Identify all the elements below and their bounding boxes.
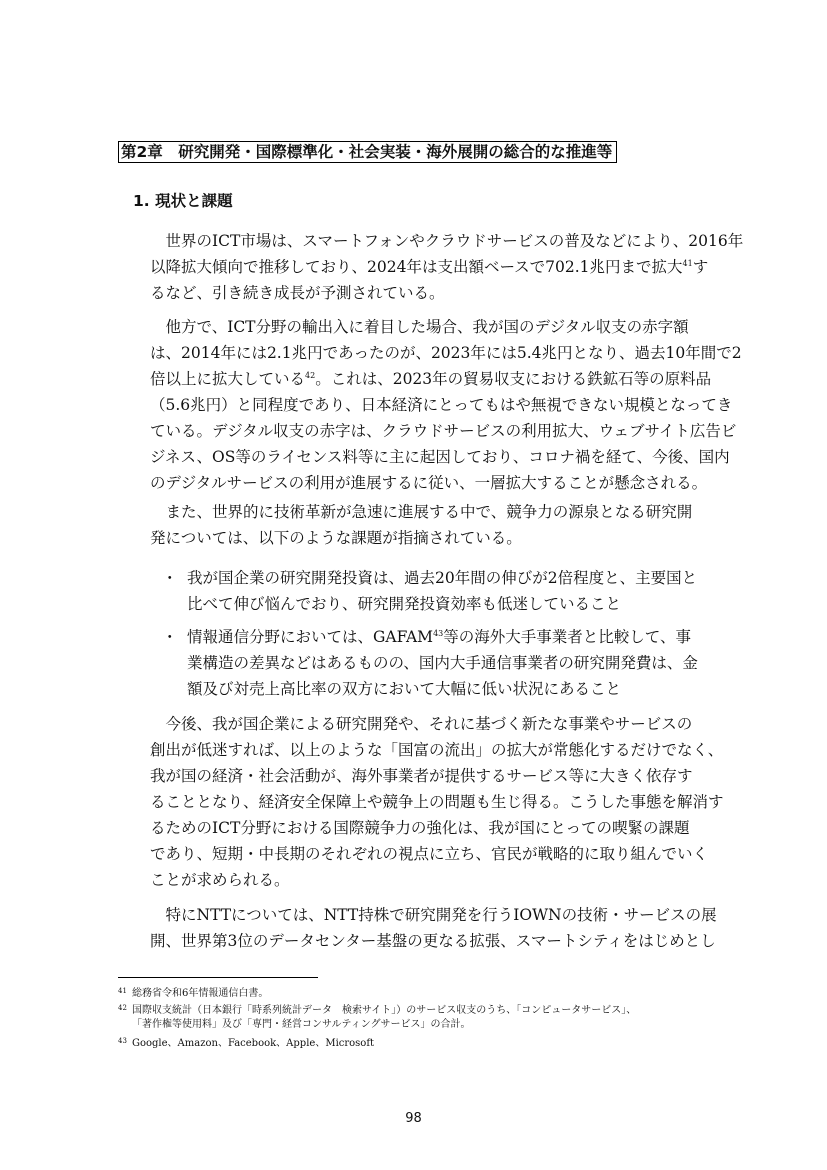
footnote-divider [118, 977, 318, 978]
footnote-ref: 42 [305, 371, 316, 380]
paragraph-line: （5.6兆円）と同程度であり、日本経済にとってもはや無視できない規模となってき [150, 396, 733, 414]
paragraph-line: ジネス、OS等のライセンス料等に主に起因しており、コロナ禍を経て、今後、国内 [150, 448, 730, 466]
paragraph-3 [150, 499, 718, 551]
paragraph-line: 創出が低迷すれば、以上のような「国富の流出」の拡大が常態化するだけでなく、 [150, 741, 724, 759]
paragraph-line: ている。デジタル収支の赤字は、クラウドサービスの利用拡大、ウェブサイト広告ビ [150, 422, 737, 440]
footnote-ref: 41 [682, 259, 693, 268]
paragraph-line: また、世界的に技術革新が急速に進展する中で、競争力の源泉となる研究開 [150, 503, 693, 521]
bullet-mark: ・ [162, 569, 178, 587]
footnote: 43 Google、Amazon、Facebook、Apple、Microsoft [118, 1034, 374, 1051]
paragraph-line: のデジタルサービスの利用が進展するに従い、一層拡大することが懸念される。 [150, 474, 708, 492]
section-heading: 1. 現状と課題 [133, 192, 233, 210]
footnote: 42 国際収支統計（日本銀行「時系列統計データ 検索サイト」）のサービス収支のうち、「コンピュータサービス」、 [118, 1001, 636, 1018]
footnote-number: 43 [118, 1037, 127, 1045]
paragraph-line: 他方で、ICT分野の輸出入に着目した場合、我が国のデジタル収支の赤字額 [150, 318, 689, 336]
footnote-number: 41 [118, 987, 127, 995]
footnote-ref: 43 [433, 629, 444, 638]
paragraph-line: ことが求められる。 [150, 871, 290, 889]
paragraph-line: るためのICT分野における国際競争力の強化は、我が国にとっての喫緊の課題 [150, 819, 690, 837]
paragraph-line: ることとなり、経済安全保障上や競争上の問題も生じ得る。こうした事態を解消す [150, 793, 724, 811]
paragraph-line: 我が国の経済・社会活動が、海外事業者が提供するサービス等に大きく依存す [150, 767, 693, 785]
paragraph-line: 倍以上に拡大している$^{42}$。これは、2023年の貿易収支における鉄鉱石等の原料品 [150, 370, 712, 388]
bullet-line: 我が国企業の研究開発投資は、過去20年間の伸びが2倍程度と、主要国と [187, 569, 698, 587]
footnote: 「著作権等使用料」及び「専門・経営コンサルティングサービス」の合計。 [132, 1019, 471, 1030]
paragraph-line: 世界のICT市場は、スマートフォンやクラウドサービスの普及などにより、2016年 [150, 232, 744, 250]
bullet-line: 業構造の差異などはあるものの、国内大手通信事業者の研究開発費は、金 [187, 654, 698, 672]
paragraph-line: 以降拡大傾向で推移しており、2024年は支出額ベースで702.1兆円まで拡大$^{41}$す [150, 258, 709, 276]
paragraph-4 [150, 711, 724, 893]
bullet-line: 情報通信分野においては、GAFAM$^{43}$等の海外大手事業者と比較して、事 [187, 628, 691, 646]
footnote: 41 総務省令和6年情報通信白書。 [118, 984, 268, 1001]
paragraph-line: るなど、引き続き成長が予測されている。 [150, 284, 445, 302]
paragraph-5 [150, 902, 718, 954]
bullet-line: 額及び対売上高比率の双方において大幅に低い状況にあること [187, 680, 622, 698]
paragraph-line: 発については、以下のような課題が指摘されている。 [150, 529, 522, 547]
paragraph-line: は、2014年には2.1兆円であったのが、2023年には5.4兆円となり、過去10年間で2 [150, 344, 742, 362]
paragraph-line: 今後、我が国企業による研究開発や、それに基づく新たな事業やサービスの [150, 715, 693, 733]
chapter-heading: 第2章 研究開発・国際標準化・社会実装・海外展開の総合的な推進等 [118, 141, 617, 163]
paragraph-line: であり、短期・中長期のそれぞれの視点に立ち、官民が戦略的に取り組んでいく [150, 845, 709, 863]
page-number: 98 [405, 1111, 422, 1126]
bullet-mark: ・ [162, 628, 178, 646]
paragraph-line: 開、世界第3位のデータセンター基盤の更なる拡張、スマートシティをはじめとし [150, 932, 716, 950]
paragraph-line: 特にNTTについては、NTT持株で研究開発を行うIOWNの技術・サービスの展 [150, 906, 717, 924]
paragraph-1 [150, 228, 744, 306]
bullet-line: 比べて伸び悩んでおり、研究開発投資効率も低迷していること [187, 595, 622, 613]
paragraph-2 [150, 314, 742, 496]
footnote-number: 42 [118, 1004, 127, 1012]
